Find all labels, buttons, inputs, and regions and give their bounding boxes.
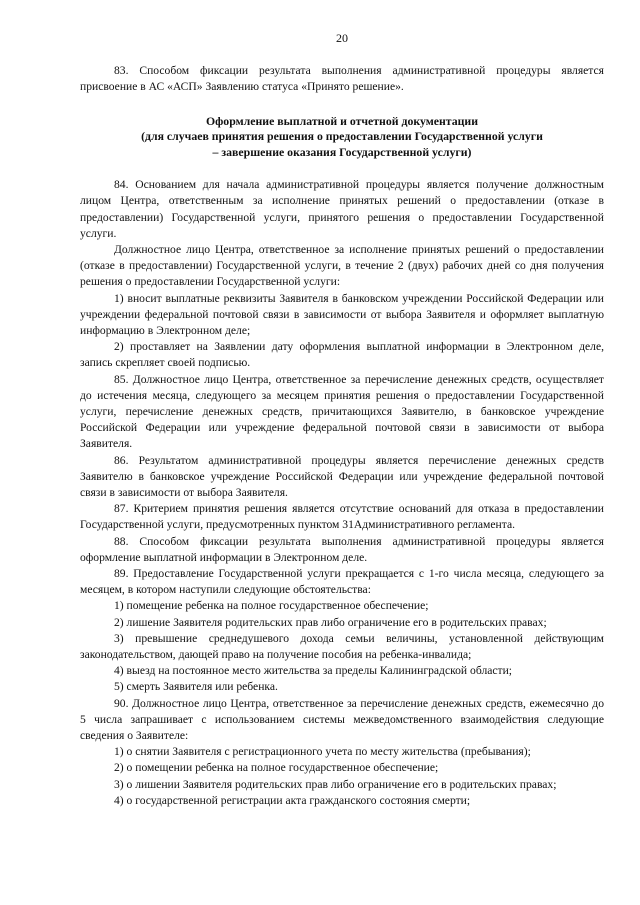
paragraph-87: 87. Критерием принятия решения является отсутствие оснований для отказа в предоставлении Государственной услуги, предусмотренных пунктом 31Административного регламента.	[80, 502, 604, 532]
paragraph-86: 86. Результатом административной процедуры является перечисление денежных средств Заявителю в банковское учреждение Российской Федерации или учреждение федеральной почтовой связи в зависимости от выбора Заявителя.	[80, 453, 604, 499]
list-item-89-1: 1) помещение ребенка на полное государственное обеспечение;	[114, 599, 429, 613]
section-heading-line-2: (для случаев принятия решения о предоставлении Государственной услуги	[141, 129, 543, 144]
list-item-90-1: 1) о снятии Заявителя с регистрационного учета по месту жительства (пребывания);	[114, 745, 531, 759]
paragraph-84-responsible: Должностное лицо Центра, ответственное за исполнение принятых решений о предоставлении (отказе в предоставлении) Государственной услуги, в течение 2 (двух) рабочих дней со дня получения решения о предоставлении Государственной услуги:	[80, 242, 604, 289]
section-heading-line-3: – завершение оказания Государственной услуги)	[212, 144, 472, 159]
list-item-89-4: 4) выезд на постоянное место жительства за пределы Калининградской области;	[114, 664, 513, 678]
body-text	[80, 177, 604, 809]
section-heading-line-1: Оформление выплатной и отчетной документации	[205, 113, 479, 128]
section-heading	[80, 114, 604, 161]
paragraph-84: 84. Основанием для начала административной процедуры является получение должностным лицом Центра, ответственным за исполнение принятых решений о предоставлении (отказе в предоставлении) Государственной услуги, принятого решения о предоставлении Государственной услуги.	[80, 178, 604, 240]
list-item-84-1: 1) вносит выплатные реквизиты Заявителя в банковском учреждении Российской Федерации или учреждении федеральной почтовой связи в зависимости от выбора Заявителя и оформляет выплатную информацию в Электронном деле;	[80, 291, 604, 337]
paragraph-83: 83. Способом фиксации результата выполнения административной процедуры является присвоение в АС «АСП» Заявлению статуса «Принято решение».	[80, 64, 604, 94]
list-item-89-3: 3) превышение среднедушевого дохода семьи величины, установленной действующим законодательством, дающей право на получение пособия на ребенка-инвалида;	[80, 631, 604, 661]
list-item-90-2: 2) о помещении ребенка на полное государственное обеспечение;	[114, 761, 439, 775]
paragraph-88: 88. Способом фиксации результата выполнения административной процедуры является оформление выплатной информации в Электронном деле.	[80, 534, 604, 564]
page-number: 20	[336, 31, 348, 45]
list-item-89-2: 2) лишение Заявителя родительских прав либо ограничение его в родительских правах;	[114, 615, 547, 629]
list-item-84-2: 2) проставляет на Заявлении дату оформления выплатной информации в Электронном деле, запись скрепляет своей подписью.	[80, 340, 604, 370]
list-item-90-3: 3) о лишении Заявителя родительских прав либо ограничение его в родительских правах;	[114, 777, 557, 791]
paragraph-90: 90. Должностное лицо Центра, ответственное за перечисление денежных средств, ежемесячно до 5 числа запрашивает с использованием системы межведомственного взаимодействия следующие сведения о Заявителе:	[80, 696, 604, 743]
list-item-90-4: 4) о государственной регистрации акта гражданского состояния смерти;	[114, 793, 471, 807]
paragraph-89: 89. Предоставление Государственной услуги прекращается с 1-го числа месяца, следующего за месяцем, в котором наступили следующие обстоятельства:	[80, 566, 604, 597]
paragraph-85: 85. Должностное лицо Центра, ответственное за перечисление денежных средств, осуществляет до истечения месяца, следующего за месяцем принятия решения о предоставлении Государственной услуги, перечисление денежных средств, причитающихся Заявителю, в банковское учреждение Российской Федерации или учреждение федеральной почтовой связи в зависимости от выбора Заявителя.	[80, 372, 604, 451]
list-item-89-5: 5) смерть Заявителя или ребенка.	[114, 680, 278, 694]
